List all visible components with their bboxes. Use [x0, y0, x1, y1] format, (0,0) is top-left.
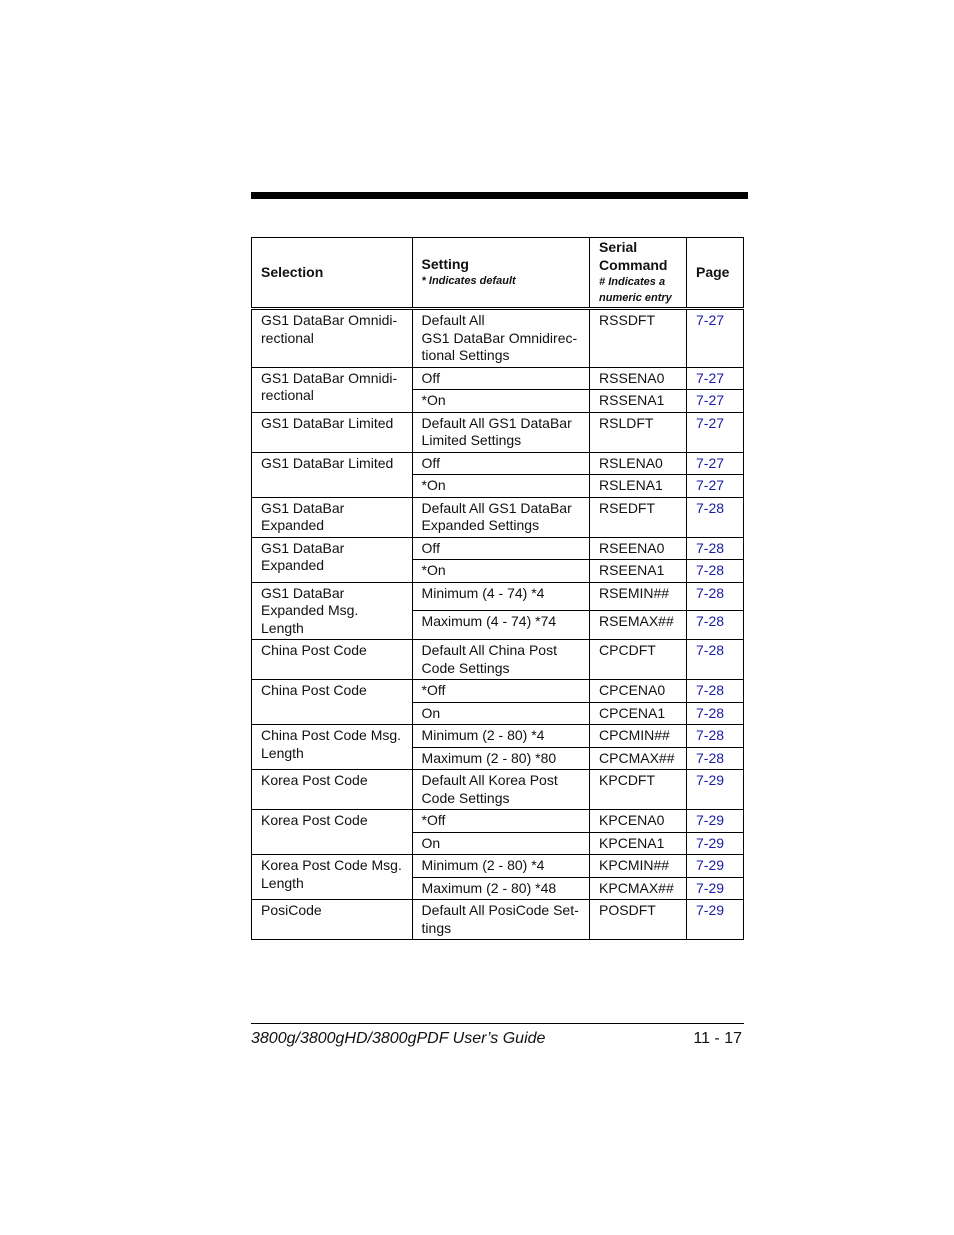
setting-line: On: [421, 704, 441, 721]
setting-line: Default All GS1 DataBar: [421, 414, 572, 431]
cell-setting: [412, 475, 589, 498]
cell-page: [687, 702, 744, 725]
footer-guide-title: 3800g/3800gHD/3800gPDF User’s Guide: [251, 1030, 546, 1047]
page-link[interactable]: 7-29: [696, 834, 725, 851]
header-serial-note-line2: numeric entry: [599, 292, 672, 304]
setting-line: Maximum (2 - 80) *80: [421, 749, 557, 766]
table-row: [252, 412, 744, 452]
selection-line: GS1 DataBar: [261, 584, 345, 601]
header-setting: [412, 238, 589, 309]
selection-line: GS1 DataBar: [261, 499, 345, 516]
cell-page: [687, 725, 744, 748]
cell-serial-command: CPCDFT: [590, 640, 687, 680]
setting-line: Off: [421, 454, 440, 471]
cell-setting: [412, 747, 589, 770]
setting-line: GS1 DataBar Omnidirec-: [421, 329, 578, 346]
setting-line: Off: [421, 539, 440, 556]
cell-serial-command: KPCENA1: [590, 832, 687, 855]
selection-line: GS1 DataBar Limited: [261, 454, 394, 471]
cell-serial-command: CPCMIN##: [590, 725, 687, 748]
selection-line: rectional: [261, 329, 314, 346]
cell-page: [687, 309, 744, 368]
header-serial-command: [590, 238, 687, 309]
cell-selection: [252, 412, 413, 452]
cell-serial-command: CPCENA1: [590, 702, 687, 725]
selection-line: GS1 DataBar Limited: [261, 414, 394, 431]
cell-serial-command: RSLENA0: [590, 452, 687, 475]
cell-page: [687, 560, 744, 583]
cell-page: [687, 475, 744, 498]
setting-line: Default All Korea Post: [421, 772, 558, 788]
cell-page: [687, 747, 744, 770]
page-link[interactable]: 7-29: [696, 902, 725, 918]
cell-serial-command: CPCENA0: [590, 680, 687, 703]
selection-line: China Post Code: [261, 642, 367, 658]
page-link[interactable]: 7-29: [696, 812, 725, 828]
page-link[interactable]: 7-28: [696, 642, 725, 658]
cell-serial-command: RSLENA1: [590, 475, 687, 498]
cell-page: [687, 680, 744, 703]
setting-line: *On: [421, 562, 446, 578]
selection-line: Expanded Msg.: [261, 602, 359, 618]
cell-serial-command: KPCMIN##: [590, 855, 687, 878]
table-row: [252, 309, 744, 368]
table-row: [252, 497, 744, 537]
footer-page-number: 11 - 17: [693, 1030, 742, 1047]
cell-serial-command: RSEMAX##: [590, 611, 687, 640]
selection-line: Length: [261, 744, 304, 761]
setting-line: *Off: [421, 812, 446, 828]
setting-line: Code Settings: [421, 789, 510, 806]
page-link[interactable]: 7-27: [696, 414, 725, 431]
table-row: [252, 680, 744, 703]
setting-line: Minimum (2 - 80) *4: [421, 727, 545, 743]
cell-selection: [252, 900, 413, 940]
cell-setting: [412, 452, 589, 475]
setting-line: Default All: [421, 312, 485, 328]
cell-serial-command: KPCENA0: [590, 810, 687, 833]
table-row: [252, 725, 744, 748]
setting-line: Default All China Post: [421, 642, 557, 658]
setting-line: Minimum (2 - 80) *4: [421, 857, 545, 873]
cell-selection: [252, 367, 413, 412]
table-row: [252, 582, 744, 611]
header-page: Page: [687, 238, 744, 309]
header-setting-label: Setting: [421, 255, 469, 272]
table-row: [252, 810, 744, 833]
page-link[interactable]: 7-27: [696, 392, 725, 408]
header-serial-note-line1: # Indicates a: [599, 276, 666, 288]
page-link[interactable]: 7-28: [696, 682, 725, 698]
cell-setting: [412, 367, 589, 390]
cell-page: [687, 810, 744, 833]
table-row: [252, 452, 744, 475]
selection-line: Expanded: [261, 517, 325, 533]
setting-line: Default All GS1 DataBar: [421, 499, 572, 516]
cell-serial-command: KPCMAX##: [590, 877, 687, 900]
page-link[interactable]: 7-28: [696, 704, 725, 721]
page-link[interactable]: 7-27: [696, 312, 725, 328]
cell-page: [687, 900, 744, 940]
cell-selection: [252, 810, 413, 855]
cell-serial-command: POSDFT: [590, 900, 687, 940]
cell-page: [687, 582, 744, 611]
cell-selection: [252, 537, 413, 582]
cell-page: [687, 452, 744, 475]
cell-setting: [412, 680, 589, 703]
selection-line: Length: [261, 874, 304, 891]
cell-setting: [412, 611, 589, 640]
cell-selection: [252, 497, 413, 537]
cell-setting: [412, 810, 589, 833]
cell-setting: [412, 560, 589, 583]
setting-line: Maximum (2 - 80) *48: [421, 879, 557, 896]
cell-setting: [412, 855, 589, 878]
cell-setting: [412, 702, 589, 725]
setting-line: *Off: [421, 682, 446, 698]
page-link[interactable]: 7-28: [696, 613, 725, 630]
cell-selection: [252, 725, 413, 770]
setting-line: On: [421, 834, 441, 851]
page-link[interactable]: 7-27: [696, 454, 725, 471]
selection-line: Korea Post Code Msg.: [261, 857, 402, 873]
page-link[interactable]: 7-28: [696, 539, 725, 556]
setting-line: Default All PosiCode Set-: [421, 902, 579, 918]
cell-page: [687, 877, 744, 900]
selection-line: GS1 DataBar: [261, 539, 345, 556]
setting-line: Minimum (4 - 74) *4: [421, 584, 545, 601]
cell-setting: [412, 640, 589, 680]
page-link[interactable]: 7-29: [696, 772, 725, 788]
cell-setting: [412, 725, 589, 748]
table-row: [252, 537, 744, 560]
setting-line: Code Settings: [421, 659, 510, 676]
header-serial-line1: Serial: [599, 239, 638, 255]
cell-serial-command: CPCMAX##: [590, 747, 687, 770]
setting-line: Limited Settings: [421, 432, 522, 448]
cell-serial-command: RSEENA1: [590, 560, 687, 583]
cell-selection: [252, 680, 413, 725]
setting-line: Off: [421, 369, 440, 386]
cell-setting: [412, 582, 589, 611]
cell-page: [687, 855, 744, 878]
selection-line: China Post Code: [261, 682, 367, 698]
serial-command-table: [251, 237, 744, 940]
selection-line: Length: [261, 619, 304, 636]
selection-line: Expanded: [261, 557, 325, 573]
setting-line: tional Settings: [421, 347, 510, 363]
cell-serial-command: RSLDFT: [590, 412, 687, 452]
cell-selection: [252, 640, 413, 680]
selection-line: Korea Post Code: [261, 812, 368, 828]
cell-selection: [252, 582, 413, 640]
page-link[interactable]: 7-28: [696, 584, 725, 601]
table-row: [252, 855, 744, 878]
selection-line: Korea Post Code: [261, 772, 368, 788]
page-link[interactable]: 7-27: [696, 369, 725, 386]
page-link[interactable]: 7-29: [696, 879, 725, 896]
page-link[interactable]: 7-28: [696, 727, 725, 743]
page-link[interactable]: 7-27: [696, 477, 725, 493]
cell-serial-command: KPCDFT: [590, 770, 687, 810]
cell-serial-command: RSSENA0: [590, 367, 687, 390]
setting-line: tings: [421, 919, 452, 936]
cell-setting: [412, 900, 589, 940]
cell-setting: [412, 412, 589, 452]
cell-setting: [412, 497, 589, 537]
cell-page: [687, 367, 744, 390]
selection-line: GS1 DataBar Omnidi-: [261, 312, 398, 328]
table-header-row: [252, 238, 744, 309]
cell-serial-command: RSSDFT: [590, 309, 687, 368]
selection-line: rectional: [261, 387, 314, 403]
header-setting-note: * Indicates default: [421, 275, 516, 288]
header-rule: [251, 192, 748, 199]
table-row: [252, 900, 744, 940]
cell-page: [687, 412, 744, 452]
page-link[interactable]: 7-28: [696, 749, 725, 766]
setting-line: *On: [421, 392, 446, 408]
setting-line: Maximum (4 - 74) *74: [421, 613, 557, 630]
page-link[interactable]: 7-29: [696, 857, 725, 873]
table-row: [252, 367, 744, 390]
cell-page: [687, 640, 744, 680]
cell-setting: [412, 770, 589, 810]
cell-page: [687, 390, 744, 413]
cell-page: [687, 497, 744, 537]
cell-selection: [252, 309, 413, 368]
setting-line: *On: [421, 477, 446, 493]
cell-serial-command: RSEDFT: [590, 497, 687, 537]
cell-setting: [412, 390, 589, 413]
selection-line: GS1 DataBar Omnidi-: [261, 369, 398, 386]
selection-line: PosiCode: [261, 902, 322, 918]
cell-page: [687, 537, 744, 560]
table-row: [252, 640, 744, 680]
selection-line: China Post Code Msg.: [261, 727, 402, 743]
cell-selection: [252, 770, 413, 810]
cell-selection: [252, 452, 413, 497]
cell-setting: [412, 877, 589, 900]
cell-page: [687, 832, 744, 855]
setting-line: Expanded Settings: [421, 517, 540, 533]
cell-page: [687, 611, 744, 640]
header-selection: Selection: [252, 238, 413, 309]
table-row: [252, 770, 744, 810]
cell-serial-command: RSEMIN##: [590, 582, 687, 611]
footer-rule: [251, 1023, 744, 1024]
cell-setting: [412, 832, 589, 855]
cell-page: [687, 770, 744, 810]
page-link[interactable]: 7-28: [696, 562, 725, 578]
cell-selection: [252, 855, 413, 900]
header-serial-line2: Command: [599, 256, 668, 273]
cell-serial-command: RSSENA1: [590, 390, 687, 413]
cell-serial-command: RSEENA0: [590, 537, 687, 560]
page-link[interactable]: 7-28: [696, 499, 725, 516]
cell-setting: [412, 537, 589, 560]
cell-setting: [412, 309, 589, 368]
